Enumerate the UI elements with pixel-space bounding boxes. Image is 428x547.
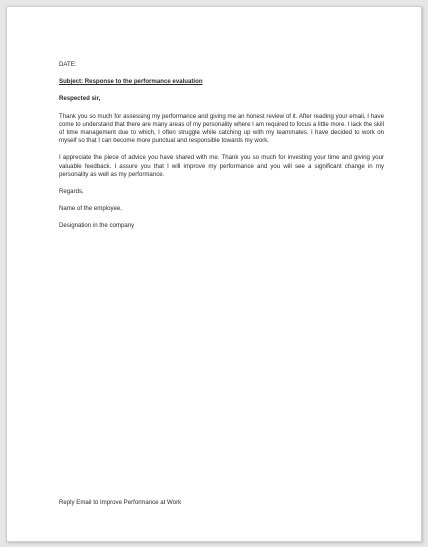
- document-page: [6, 6, 422, 542]
- paragraph-2: I appreciate the piece of advice you have shared with me. Thank you so much for investing your time and giving your valuable feedback. I assure you that I will improve my performance and you will see a significant change in my personality as well as my performance.: [59, 154, 384, 178]
- closing: Regards,: [59, 188, 84, 196]
- employee-designation: Designation in the company: [59, 222, 135, 230]
- footer-title: Reply Email to Improve Performance at Work: [59, 499, 182, 506]
- letter-body: [59, 61, 384, 240]
- employee-name: Name of the employee,: [59, 205, 123, 213]
- paragraph-1: Thank you so much for assessing my performance and giving me an honest review of it. After reading your email, I have come to understand that there are many areas of my personality where I am required to focus a little more. I lack the skill of time management due to which, I often struggle while catching up with my teammates. I have decided to work on myself so that I can become more punctual and responsible towards my work.: [59, 112, 384, 145]
- date-label: DATE:: [59, 61, 77, 68]
- subject-line: Subject: Response to the performance evaluation: [59, 78, 203, 86]
- salutation: Respected sir,: [59, 95, 101, 103]
